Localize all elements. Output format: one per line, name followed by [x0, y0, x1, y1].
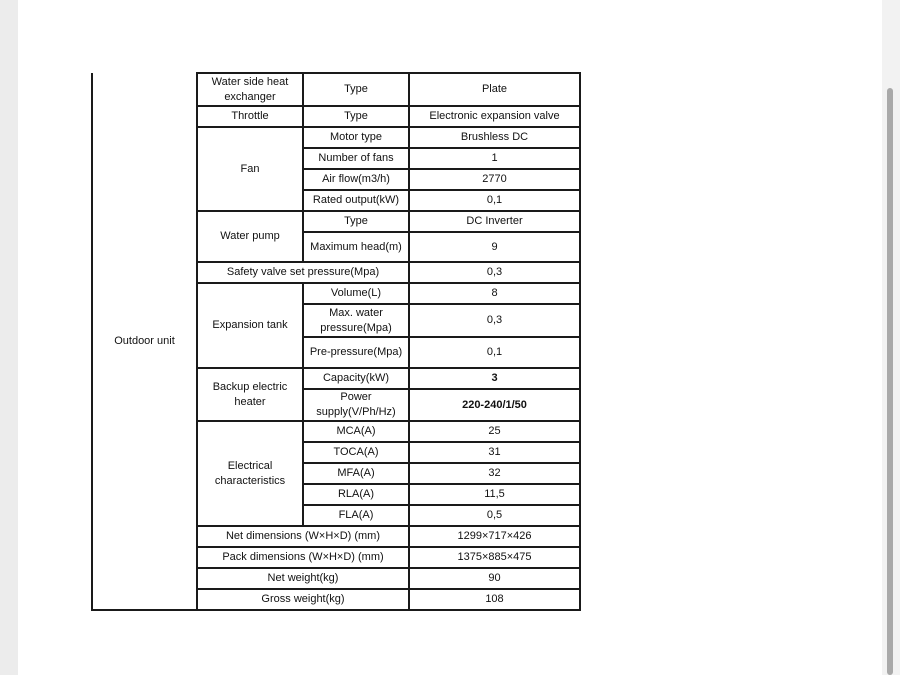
param-label: Rated output(kW): [303, 190, 409, 211]
param-label: Air flow(m3/h): [303, 169, 409, 190]
param-label: Pre-pressure(Mpa): [303, 337, 409, 368]
param-label: Gross weight(kg): [197, 589, 409, 610]
value-cell: Brushless DC: [409, 127, 580, 148]
value-cell: 25: [409, 421, 580, 442]
value-cell: 31: [409, 442, 580, 463]
value-cell: 0,5: [409, 505, 580, 526]
group-label: Electrical characteristics: [197, 421, 303, 526]
param-label: RLA(A): [303, 484, 409, 505]
table-row: [92, 73, 580, 106]
param-label: MFA(A): [303, 463, 409, 484]
value-cell: 1375×885×475: [409, 547, 580, 568]
value-cell: 220-240/1/50: [409, 389, 580, 421]
value-cell: Electronic expansion valve: [409, 106, 580, 127]
value-cell: Plate: [409, 73, 580, 106]
param-label: Power supply(V/Ph/Hz): [303, 389, 409, 421]
group-label: Expansion tank: [197, 283, 303, 368]
value-cell: DC Inverter: [409, 211, 580, 232]
param-label: Motor type: [303, 127, 409, 148]
group-label: Backup electric heater: [197, 368, 303, 421]
param-label: Capacity(kW): [303, 368, 409, 389]
value-cell: 108: [409, 589, 580, 610]
group-label: Throttle: [197, 106, 303, 127]
scrollbar-thumb[interactable]: [887, 88, 893, 675]
value-cell: 0,3: [409, 262, 580, 283]
group-label: Water side heat exchanger: [197, 73, 303, 106]
param-label: Type: [303, 211, 409, 232]
value-cell: 9: [409, 232, 580, 262]
param-label: Volume(L): [303, 283, 409, 304]
value-cell: 0,1: [409, 337, 580, 368]
value-cell: 1: [409, 148, 580, 169]
group-label: Fan: [197, 127, 303, 211]
param-label: TOCA(A): [303, 442, 409, 463]
param-label: Net weight(kg): [197, 568, 409, 589]
param-label: MCA(A): [303, 421, 409, 442]
param-label: Max. water pressure(Mpa): [303, 304, 409, 337]
value-cell: 2770: [409, 169, 580, 190]
param-label: Maximum head(m): [303, 232, 409, 262]
value-cell: 3: [409, 368, 580, 389]
value-cell: 32: [409, 463, 580, 484]
param-label: FLA(A): [303, 505, 409, 526]
param-label: Type: [303, 73, 409, 106]
param-label: Net dimensions (W×H×D) (mm): [197, 526, 409, 547]
param-label: Type: [303, 106, 409, 127]
outer-unit-label: Outdoor unit: [92, 73, 197, 610]
param-label: Pack dimensions (W×H×D) (mm): [197, 547, 409, 568]
value-cell: 0,1: [409, 190, 580, 211]
param-label: Number of fans: [303, 148, 409, 169]
value-cell: 11,5: [409, 484, 580, 505]
group-label: Water pump: [197, 211, 303, 262]
value-cell: 1299×717×426: [409, 526, 580, 547]
value-cell: 90: [409, 568, 580, 589]
value-cell: 8: [409, 283, 580, 304]
spec-table: [91, 72, 581, 611]
value-cell: 0,3: [409, 304, 580, 337]
param-label: Safety valve set pressure(Mpa): [197, 262, 409, 283]
